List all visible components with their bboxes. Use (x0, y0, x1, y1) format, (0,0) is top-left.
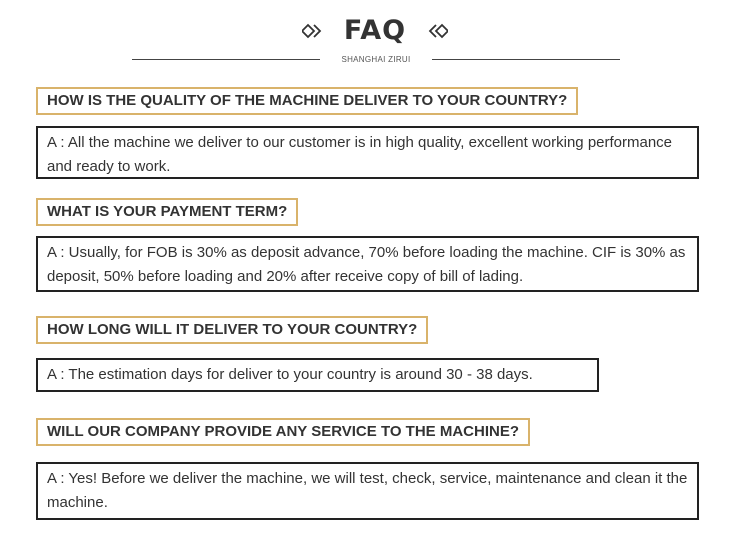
company-subtitle: SHANGHAI ZIRUI (341, 55, 411, 64)
faq-question-3: HOW LONG WILL IT DELIVER TO YOUR COUNTRY? (36, 316, 428, 344)
page-title: FAQ (343, 15, 407, 46)
faq-question-1: HOW IS THE QUALITY OF THE MACHINE DELIVER TO YOUR COUNTRY? (36, 87, 578, 115)
divider-left (132, 59, 320, 60)
faq-answer-2: A : Usually, for FOB is 30% as deposit advance, 70% before loading the machine. CIF is 30% as deposit, 50% before loading and 20% after receive copy of bill of lading. (36, 236, 699, 292)
divider-right (432, 59, 620, 60)
faq-header (0, 14, 750, 70)
diamond-ornament-icon-right (428, 23, 448, 39)
faq-answer-4: A : Yes! Before we deliver the machine, we will test, check, service, maintenance and clean it the machine. (36, 462, 699, 520)
faq-question-2: WHAT IS YOUR PAYMENT TERM? (36, 198, 298, 226)
faq-question-4: WILL OUR COMPANY PROVIDE ANY SERVICE TO THE MACHINE? (36, 418, 530, 446)
faq-answer-1: A : All the machine we deliver to our customer is in high quality, excellent working performance and ready to work. (36, 126, 699, 179)
faq-answer-3: A : The estimation days for deliver to your country is around 30 - 38 days. (36, 358, 599, 392)
title-row (0, 14, 750, 48)
diamond-ornament-icon-left (302, 23, 322, 39)
